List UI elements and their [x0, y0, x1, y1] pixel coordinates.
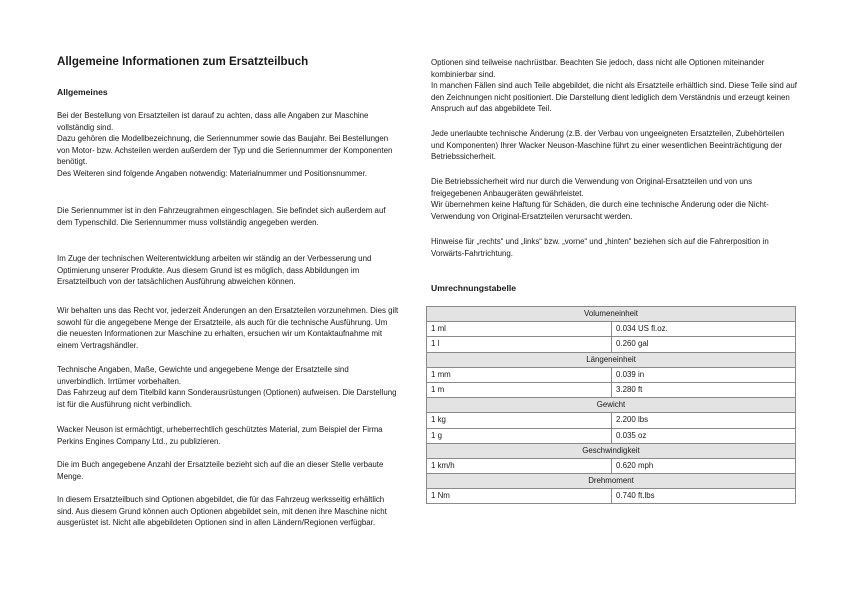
table-section-heading: Drehmoment — [427, 474, 796, 489]
table-cell: 1 mm — [427, 367, 612, 382]
paragraph-retrofit: Optionen sind teilweise nachrüstbar. Beachten Sie jedoch, dass nicht alle Optionen miteinander kombinierbar sind. In manchen Fällen sind auch Teile abgebildet, die nicht als Ersatzteile erhältlich sind. Diese Teile sind auf den Zeichnungen nicht positioniert. Die Darstellung dient lediglich dem Verständnis und erzeugt keinen Anspruch auf das abgebildete Teil. — [431, 58, 797, 114]
page-title: Allgemeine Informationen zum Ersatzteilbuch — [57, 55, 309, 68]
paragraph-development: Im Zuge der technischen Weiterentwicklung arbeiten wir ständig an der Verbesserung und Optimierung unserer Produkte. Aus diesem Grund ist es möglich, dass Abbildungen im Ersatzteilbuch von der tatsächlichen Ausführung abweichen können. — [57, 254, 372, 287]
conversion-table — [426, 306, 796, 504]
paragraph-operating-safety: Die Betriebssicherheit wird nur durch die Verwendung von Original-Ersatzteilen und von uns freigegebenen Anbaugeräten gewährleistet. Wir übernehmen keine Haftung für Schäden, die durch eine technische Änderung oder die Nicht-Verwendung von Original-Ersatzteilen verursacht werden. — [431, 177, 769, 221]
table-cell: 1 m — [427, 382, 612, 397]
table-section-row — [427, 443, 796, 458]
table-cell: 1 l — [427, 337, 612, 352]
paragraph-unauthorized-changes: Jede unerlaubte technische Änderung (z.B. der Verbau von ungeeigneten Ersatzteilen, Zubehörteilen und Komponenten) Ihrer Wacker Neuson-Maschine führt zu einer wesentlichen Beeinträchtigung der Betriebssicherheit. — [431, 129, 785, 162]
table-cell: 0.039 in — [612, 367, 796, 382]
table-row — [427, 367, 796, 382]
table-section-heading: Gewicht — [427, 398, 796, 413]
table-row — [427, 428, 796, 443]
table-section-heading: Geschwindigkeit — [427, 443, 796, 458]
table-cell: 1 g — [427, 428, 612, 443]
table-cell: 1 km/h — [427, 458, 612, 473]
table-row — [427, 413, 796, 428]
paragraph-options: In diesem Ersatzteilbuch sind Optionen abgebildet, die für das Fahrzeug werksseitig erhältlich sind. Aus diesem Grund können auch Optionen abgebildet sein, mit denen ihre Maschine nicht ausgerüstet ist. Nicht alle abgebildeten Optionen sind in allen Ländern/Regionen verfügbar. — [57, 495, 387, 528]
table-cell: 0.035 oz — [612, 428, 796, 443]
table-section-heading: Längeneinheit — [427, 352, 796, 367]
paragraph-serial-number: Die Seriennummer ist in den Fahrzeugrahmen eingeschlagen. Sie befindet sich außerdem auf dem Typenschild. Die Seriennummer muss vollständig angegeben werden. — [57, 206, 386, 227]
table-cell: 2.200 lbs — [612, 413, 796, 428]
table-cell: 0.620 mph — [612, 458, 796, 473]
table-section-heading: Volumeneinheit — [427, 307, 796, 322]
section-heading-conversion: Umrechnungstabelle — [431, 283, 517, 293]
section-heading-general: Allgemeines — [57, 87, 108, 97]
paragraph-directions: Hinweise für „rechts“ und „links“ bzw. „vorne“ und „hinten“ beziehen sich auf die Fahrerposition in Vorwärts-Fahrtrichtung. — [431, 237, 769, 258]
paragraph-changes: Wir behalten uns das Recht vor, jederzeit Änderungen an den Ersatzteilen vorzunehmen. Dies gilt sowohl für die angegebene Menge der Ersatzteile, als auch für die technische Ausführung. Um die neuesten Informationen zur Maschine zu erhalten, ersuchen wir um Kontaktaufnahme mit einem Vertragshändler. — [57, 306, 399, 350]
table-cell: 1 kg — [427, 413, 612, 428]
table-cell: 1 ml — [427, 322, 612, 337]
table-section-row — [427, 352, 796, 367]
table-section-row — [427, 307, 796, 322]
paragraph-quantity: Die im Buch angegebene Anzahl der Ersatzteile bezieht sich auf die an dieser Stelle verbaute Menge. — [57, 460, 384, 481]
table-row — [427, 489, 796, 504]
table-cell: 0.740 ft.lbs — [612, 489, 796, 504]
paragraph-copyright: Wacker Neuson ist ermächtigt, urheberrechtlich geschütztes Material, zum Beispiel der Firma Perkins Engines Company Ltd., zu publizieren. — [57, 425, 383, 446]
table-row — [427, 322, 796, 337]
table-section-row — [427, 474, 796, 489]
table-cell: 0.034 US fl.oz. — [612, 322, 796, 337]
paragraph-technical-data: Technische Angaben, Maße, Gewichte und angegebene Menge der Ersatzteile sind unverbindlich. Irrtümer vorbehalten. Das Fahrzeug auf dem Titelbild kann Sonderausrüstungen (Optionen) aufweisen. Die Darstellung ist für die Ausführung nicht verbindlich. — [57, 365, 397, 409]
paragraph-ordering: Bei der Bestellung von Ersatzteilen ist darauf zu achten, dass alle Angaben zur Maschine vollständig sind. Dazu gehören die Modellbezeichnung, die Seriennummer sowie das Baujahr. Bei Bestellungen von Motor- bzw. Achsteilen werden außerdem der Typ und die Seriennummer der Komponenten benötigt. Des Weiteren sind folgende Angaben notwendig: Materialnummer und Positionsnummer. — [57, 111, 393, 178]
table-row — [427, 458, 796, 473]
table-cell: 0.260 gal — [612, 337, 796, 352]
table-cell: 3.280 ft — [612, 382, 796, 397]
table-row — [427, 337, 796, 352]
table-section-row — [427, 398, 796, 413]
table-cell: 1 Nm — [427, 489, 612, 504]
table-row — [427, 382, 796, 397]
